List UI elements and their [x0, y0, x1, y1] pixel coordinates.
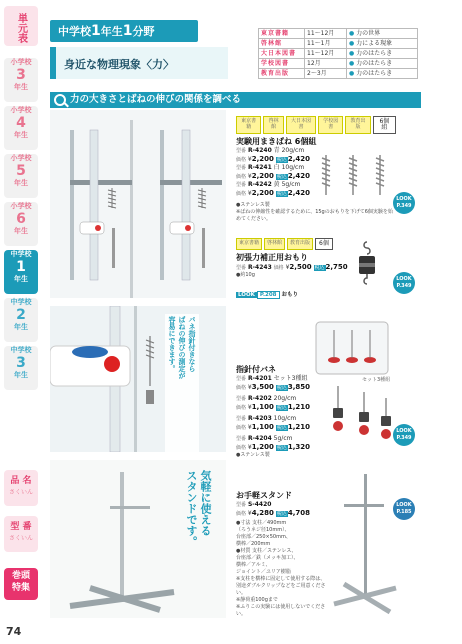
count-badge: 6個組 [373, 116, 396, 134]
product-weight: 東京書籍 啓林館 教育出版 6個 初張力補正用おもり 型番 R-4243 価格 ¥2,500 税込2,750 ●約10g [236, 238, 376, 279]
product-row: 型番 S-4420 [236, 501, 272, 508]
pointer-spring-illustration [50, 306, 226, 452]
set-caption: セット3種組 [362, 377, 391, 383]
product-row: 型番 R-4203 10g/cm [236, 415, 297, 422]
price-row: 価格 ¥3,500 税込3,850 [236, 383, 310, 391]
product-row: 型番 R-4204 5g/cm [236, 435, 293, 442]
photo-caption-stand: 気軽に使える スタンドです。 [185, 470, 212, 547]
stand-spec-list: ●寸法 支柱／490mm （ろうネジ径10mm）、 台座部／250×50mm、 横棒／200mm ●材質 支柱／ステンレス、 台座部／鉄（メッキ加工）、 横棒／アルミ、 ジョイント／ユリア樹脂 ※支柱を横棒に固定して使用する際は、 別途ダブルクリップなどをご用意ください。 ※静荷重100gまで ※ふりこの実験には使用しないでください。 [236, 520, 326, 617]
curriculum-tags [236, 116, 396, 134]
product-pointer-spring: 指針付バネ 型番 R-4201 セット3種組 価格 ¥3,500 税込3,850 型番 R-4202 20g/cm 価格 ¥1,100 税込1,210 型番 R-4203 10g/cm 価格 ¥1,100 税込1,210 型番 R-4204 5g/cm 価格 ¥1,200 税込1,320 ●ステンレス製 [236, 362, 356, 459]
sidebar-grade-e6[interactable]: 小学校 6 年生 [4, 202, 38, 246]
tag: 啓林館 [263, 116, 284, 134]
units-table [258, 28, 418, 79]
product-name: 指針付バネ [236, 365, 276, 374]
sidebar-index-code[interactable]: 型 番 さくいん [4, 516, 38, 552]
product-name: 初張力補正用おもり [236, 253, 308, 262]
product-row: 型番 R-4202 20g/cm [236, 395, 297, 402]
look-link-p349[interactable]: LOOK P.349 [393, 192, 415, 214]
stand-product-image [330, 470, 400, 620]
photo-stand [50, 460, 226, 618]
price-row: 価格 ¥2,200 税込2,420 [236, 155, 310, 163]
tag: 学校図書 [318, 116, 343, 134]
page-number: 74 [6, 625, 22, 638]
sidebar-grade-e3[interactable]: 小学校 3 年生 [4, 58, 38, 102]
tag: 大日本図書 [286, 116, 316, 134]
product-name: 実験用まきばね 6個組 [236, 137, 317, 146]
price-row: 価格 ¥1,200 税込1,320 [236, 443, 310, 451]
price-row: 価格 ¥2,200 税込2,420 [236, 189, 310, 197]
tag: 啓林館 [264, 238, 285, 250]
price-row: 価格 ¥1,100 税込1,210 [236, 423, 310, 431]
product-row: 型番 R-4201 セット3種組 [236, 375, 308, 382]
units-row: 教育出版 2〜3月 ● 力のはたらき [259, 69, 418, 79]
photo-spring-experiment [50, 110, 226, 298]
product-row: 型番 R-4243 価格 ¥2,500 税込2,750 [236, 263, 348, 271]
sidebar-index-name[interactable]: 品 名 さくいん [4, 470, 38, 506]
product-row: 型番 R-4240 青 20g/cm [236, 147, 305, 154]
grade-header: 中学校1年生1分野 [50, 20, 198, 42]
sidebar-title[interactable]: 単元表 [4, 6, 38, 46]
sidebar-grade-j2[interactable]: 中学校 2 年生 [4, 298, 38, 342]
sidebar-grade-j3[interactable]: 中学校 3 年生 [4, 346, 38, 390]
sidebar-grade-e5[interactable]: 小学校 5 年生 [4, 154, 38, 198]
look-link-p349[interactable]: LOOK P.349 [393, 424, 415, 446]
sidebar-nav [0, 0, 40, 644]
section-title-bar: 力の大きさとばねの伸びの関係を調べる [50, 92, 421, 108]
product-spring-set: 東京書籍 啓林館 大日本図書 学校図書 教育出版 6個組 実験用まきばね 6個組 型番 R-4240 青 20g/cm 価格 ¥2,200 税込2,420 型番 R-4241 白 10g/cm 価格 ¥2,200 税込2,420 型番 R-4242 黄 5g/cm 価格 ¥2,200 税込2,420 ●ステンレス製 ※ばねの伸縮性を確認するために、15gのおもりを下げて6個実験を始めてください。 [236, 116, 396, 223]
price-row: 価格 ¥2,200 税込2,420 [236, 172, 310, 180]
product-row: 型番 R-4242 黄 5g/cm [236, 181, 301, 188]
units-row: 東京書籍 11〜12月 ● 力の世界 [259, 29, 418, 39]
look-link-p349[interactable]: LOOK P.349 [393, 272, 415, 294]
search-icon [54, 94, 66, 106]
price-row: 価格 ¥4,280 税込4,708 [236, 509, 310, 517]
photo-caption-pointer: バネ指針付きなら ばねの伸びの測定が 容易にできます。 [165, 314, 199, 452]
sidebar-grade-j1-active[interactable]: 中学校 1 年生 [4, 250, 38, 294]
look-link-p185[interactable]: LOOK P.185 [393, 498, 415, 520]
spring-stand-illustration [50, 110, 226, 298]
units-row: 大日本図書 11〜12月 ● 力のはたらき [259, 49, 418, 59]
product-stand [236, 488, 332, 618]
spring-set-image [318, 150, 398, 200]
product-name: お手軽スタンド [236, 491, 292, 500]
chapter-title: 身近な物理現象〈力〉 [50, 47, 228, 79]
count-badge: 6個 [315, 238, 333, 250]
pointer-springs-image [320, 384, 400, 440]
sidebar-grade-e4[interactable]: 小学校 4 年生 [4, 106, 38, 150]
look-bar-p208[interactable]: LOOK P.208 おもり [238, 292, 298, 298]
units-row: 啓林館 11〜1月 ● 力による現象 [259, 39, 418, 49]
tag: 教育出版 [287, 238, 313, 250]
price-row: 価格 ¥1,100 税込1,210 [236, 403, 310, 411]
sidebar-special[interactable]: 巻頭 特集 [4, 568, 38, 600]
product-row: 型番 R-4241 白 10g/cm [236, 164, 305, 171]
tag: 東京書籍 [236, 116, 261, 134]
photo-pointer-spring [50, 306, 226, 452]
tag: 東京書籍 [236, 238, 262, 250]
weight-image [352, 240, 382, 290]
units-row: 学校図書 12月 ● 力のはたらき [259, 59, 418, 69]
tag: 教育出版 [345, 116, 370, 134]
